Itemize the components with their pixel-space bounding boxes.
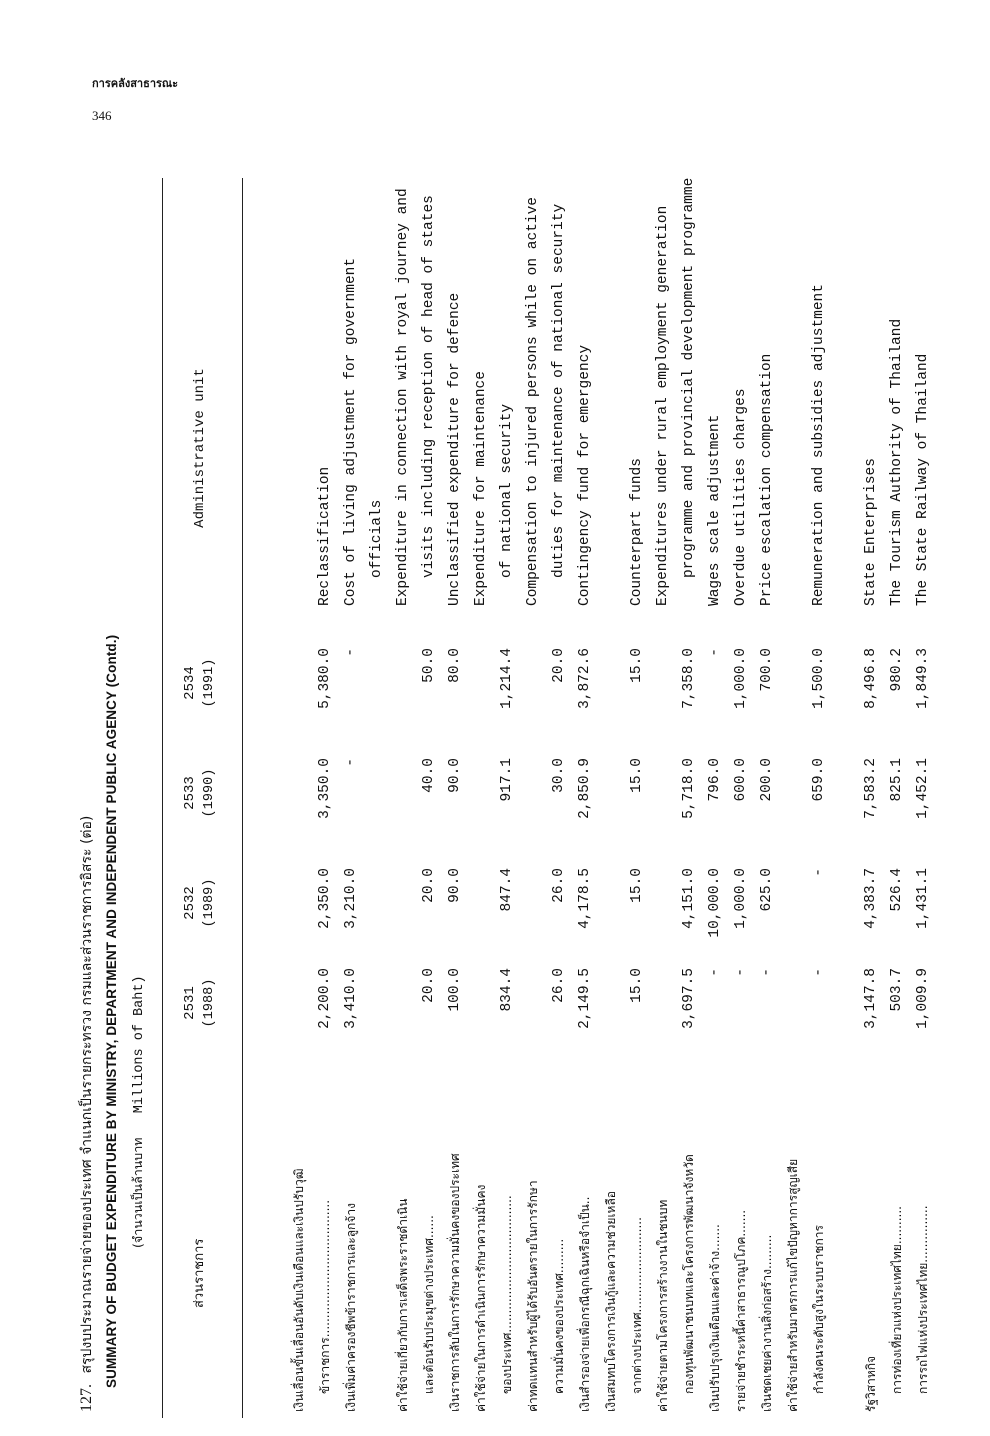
value-year-3: 917.1 (499, 758, 515, 802)
rotated-table (70, 177, 931, 1418)
row-label-thai: การท่องเที่ยวแห่งประเทศไทย.......... (890, 1206, 904, 1394)
value-year-4: 7,358.0 (681, 648, 697, 709)
row-label-english: Price escalation compensation (759, 353, 775, 606)
row-label-thai: ค่าใช้จ่ายในการดำเนินการรักษาความมั่นคง (474, 1184, 488, 1412)
value-year-3: 600.0 (733, 758, 749, 802)
value-year-3: 40.0 (421, 758, 437, 793)
row-label-english: duties for maintenance of national security (551, 203, 567, 578)
table-row (286, 178, 312, 1418)
value-year-1: 3,697.5 (681, 968, 697, 1029)
row-label-thai: เงินสมทบโครงการเงินกู้และความช่วยเหลือ (604, 1190, 618, 1412)
row-label-thai: ค่าใช้จ่ายสำหรับมาตรการแก้ไขปัญหาการสูญเสีย (786, 1158, 800, 1412)
value-year-4: 3,872.6 (577, 648, 593, 709)
running-header-agency: การคลังสาธารณะ (92, 77, 179, 90)
year-4-th: 2534 (182, 666, 198, 700)
table-row (312, 178, 338, 1418)
value-year-4: 20.0 (551, 648, 567, 683)
page-number: 346 (92, 108, 112, 123)
value-year-1: - (733, 968, 749, 977)
table-row (754, 178, 780, 1418)
value-year-3: 659.0 (811, 758, 827, 802)
value-year-3: 30.0 (551, 758, 567, 793)
value-year-2: 26.0 (551, 868, 567, 903)
row-label-thai: เงินชดเชยค่างานสิ่งก่อสร้าง......... (760, 1234, 774, 1412)
value-year-3: 3,350.0 (317, 758, 333, 819)
header-rule (242, 178, 243, 1418)
row-label-thai: ค่าใช้จ่ายตามโครงการสร้างงานในชนบท (656, 1199, 670, 1412)
value-year-1: 834.4 (499, 968, 515, 1012)
row-label-english: Remuneration and subsidies adjustment (811, 284, 827, 606)
value-year-2: 10,000.0 (707, 868, 723, 938)
value-year-1: - (759, 968, 775, 977)
row-label-english: State Enterprises (863, 458, 879, 606)
table-row (702, 178, 728, 1418)
table-row (780, 178, 806, 1418)
table-row (468, 178, 494, 1418)
value-year-4: 980.2 (889, 648, 905, 692)
year-4-en: (1991) (202, 658, 217, 708)
value-year-2: 4,151.0 (681, 868, 697, 929)
row-label-english: Cost of living adjustment for government (343, 257, 359, 606)
value-year-1: - (811, 968, 827, 977)
value-year-3: 200.0 (759, 758, 775, 802)
value-year-2: 526.4 (889, 868, 905, 912)
value-year-1: 1,009.9 (915, 968, 931, 1029)
row-label-thai: กำลังคนระดับสูงในระบบราชการ (812, 1225, 826, 1394)
table-row (416, 178, 442, 1418)
value-year-2: 4,383.7 (863, 868, 879, 929)
column-header-year-4 (180, 648, 220, 718)
value-year-2: 4,178.5 (577, 868, 593, 929)
value-year-4: 80.0 (447, 648, 463, 683)
row-label-english: The Tourism Authority of Thailand (889, 318, 905, 606)
table-body (260, 178, 936, 1418)
row-label-english: Expenditure in connection with royal journey and (395, 188, 411, 606)
row-label-english: Reclassification (317, 466, 333, 606)
unit-thai: (จำนวนเป็นล้านบาท (130, 1137, 145, 1248)
value-year-1: 20.0 (421, 968, 437, 1003)
value-year-3: 15.0 (629, 758, 645, 793)
row-label-english: Expenditure for maintenance (473, 371, 489, 606)
column-header-year-1 (180, 968, 220, 1038)
table-number: 127. (78, 1384, 95, 1412)
value-year-4: 50.0 (421, 648, 437, 683)
value-year-3: 5,718.0 (681, 758, 697, 819)
unit-english: Millions of Baht) (132, 975, 147, 1114)
value-year-1: 3,147.8 (863, 968, 879, 1029)
value-year-3: 7,583.2 (863, 758, 879, 819)
value-year-3: 90.0 (447, 758, 463, 793)
value-year-4: 15.0 (629, 648, 645, 683)
row-label-thai: เงินราชการลับในการรักษาความมั่นคงของประเทศ (448, 1153, 462, 1412)
table-row (624, 178, 650, 1418)
year-1-th: 2531 (182, 986, 198, 1020)
table-row (676, 178, 702, 1418)
row-label-english: Compensation to injured persons while on active (525, 197, 541, 606)
value-year-4: - (707, 648, 723, 657)
value-year-2: 90.0 (447, 868, 463, 903)
value-year-1: 15.0 (629, 968, 645, 1003)
value-year-4: 1,849.3 (915, 648, 931, 709)
value-year-4: 1,000.0 (733, 648, 749, 709)
row-label-thai: ของประเทศ.................................... (500, 1195, 514, 1394)
row-label-thai: ค่าทดแทนสำหรับผู้ได้รับอันตรายในการรักษา (526, 1180, 540, 1412)
table-row (494, 178, 520, 1418)
year-2-th: 2532 (182, 886, 198, 920)
table-title-thai-text: สรุปงบประมาณรายจ่ายของประเทศ จำแนกเป็นรายกระทรวง กรมและส่วนราชการอิสระ (ต่อ) (79, 815, 95, 1374)
year-3-en: (1990) (202, 768, 217, 818)
row-label-thai: เงินเลื่อนขั้นเลื่อนอันดับเงินเดือนและเงินปรับวุฒิ (292, 1168, 306, 1412)
value-year-4: 5,380.0 (317, 648, 333, 709)
table-row (598, 178, 624, 1418)
value-year-2: - (811, 868, 827, 877)
row-label-english: visits including reception of head of states (421, 195, 437, 578)
value-year-2: 847.4 (499, 868, 515, 912)
row-label-english: officials (369, 499, 385, 578)
table-row (390, 178, 416, 1418)
value-year-4: - (343, 648, 359, 657)
table-row (910, 178, 936, 1418)
value-year-2: 3,210.0 (343, 868, 359, 929)
value-year-2: 2,350.0 (317, 868, 333, 929)
row-label-thai: จากต่างประเทศ......................... (630, 1217, 644, 1394)
value-year-1: 3,410.0 (343, 968, 359, 1029)
row-label-english: programme and provincial development programme (681, 177, 697, 578)
row-label-english: Unclassified expenditure for defence (447, 292, 463, 606)
value-year-2: 1,000.0 (733, 868, 749, 929)
column-header-year-3 (180, 758, 220, 828)
table-row (858, 178, 884, 1418)
table-row (546, 178, 572, 1418)
value-year-3: 1,452.1 (915, 758, 931, 819)
value-year-3: 2,850.9 (577, 758, 593, 819)
value-year-1: 503.7 (889, 968, 905, 1012)
table-title-english: SUMMARY OF BUDGET EXPENDITURE BY MINISTRY, DEPARTMENT AND INDEPENDENT PUBLIC AGENCY (Contd.) (104, 634, 119, 1388)
value-year-2: 1,431.1 (915, 868, 931, 929)
table-row (260, 178, 286, 1418)
value-year-1: 26.0 (551, 968, 567, 1003)
value-year-2: 625.0 (759, 868, 775, 912)
row-label-english: Counterpart funds (629, 458, 645, 606)
row-label-thai: เงินปรับปรุงเงินเดือนและค่าจ้าง....... (708, 1224, 722, 1412)
value-year-4: 700.0 (759, 648, 775, 692)
row-label-thai: ความมั่นคงของประเทศ......... (552, 1238, 566, 1394)
year-2-en: (1989) (202, 878, 217, 928)
value-year-1: - (707, 968, 723, 977)
year-1-en: (1988) (202, 978, 217, 1028)
row-label-thai: การรถไฟแห่งประเทศไทย............... (916, 1205, 930, 1394)
row-label-thai: เงินสำรองจ่ายเพื่อกรณีฉุกเฉินหรือจำเป็น.. (578, 1196, 592, 1412)
row-label-english: Overdue utilities charges (733, 388, 749, 606)
year-3-th: 2533 (182, 776, 198, 810)
table-row (650, 178, 676, 1418)
table-row (728, 178, 754, 1418)
column-header-year-2 (180, 868, 220, 938)
table-row (442, 178, 468, 1418)
row-label-thai: ค่าใช้จ่ายเกี่ยวกับการเสด็จพระราชดำเนิน (396, 1198, 410, 1412)
value-year-3: 825.1 (889, 758, 905, 802)
row-label-english: Wages scale adjustment (707, 414, 723, 606)
table-row (884, 178, 910, 1418)
top-rule (162, 178, 163, 1418)
value-year-3: 796.0 (707, 758, 723, 802)
value-year-3: - (343, 758, 359, 767)
row-label-thai: และต้อนรับประมุขต่างประเทศ...... (422, 1215, 436, 1394)
row-label-thai: ข้าราชการ.................................... (318, 1199, 332, 1394)
value-year-2: 20.0 (421, 868, 437, 903)
value-year-1: 100.0 (447, 968, 463, 1012)
row-label-thai: รายจ่ายชำระหนี้ค่าสาธารณูปโภค....... (734, 1209, 748, 1412)
value-year-1: 2,200.0 (317, 968, 333, 1029)
table-row (832, 178, 858, 1418)
value-year-4: 1,500.0 (811, 648, 827, 709)
table-row (520, 178, 546, 1418)
row-label-english: Expenditures under rural employment generation (655, 205, 671, 606)
table-row (806, 178, 832, 1418)
row-label-english: of national security (499, 403, 515, 578)
table-row (572, 178, 598, 1418)
value-year-4: 8,496.8 (863, 648, 879, 709)
row-label-thai: รัฐวิสาหกิจ (864, 1355, 878, 1412)
table-row (364, 178, 390, 1418)
row-label-thai: กองทุนพัฒนาชนบทและโครงการพัฒนาจังหวัด (682, 1154, 696, 1394)
table-unit (128, 975, 148, 1248)
column-header-unit-thai: ส่วนราชการ (192, 1238, 207, 1308)
row-label-english: The State Railway of Thailand (915, 353, 931, 606)
row-label-thai: เงินเพิ่มค่าครองชีพข้าราชการและลูกจ้าง (344, 1203, 358, 1412)
column-header-admin-unit: Administrative unit (192, 368, 208, 528)
value-year-4: 1,214.4 (499, 648, 515, 709)
value-year-2: 15.0 (629, 868, 645, 903)
table-title-thai (76, 816, 98, 1412)
value-year-1: 2,149.5 (577, 968, 593, 1029)
table-row (338, 178, 364, 1418)
row-label-english: Contingency fund for emergency (577, 344, 593, 606)
